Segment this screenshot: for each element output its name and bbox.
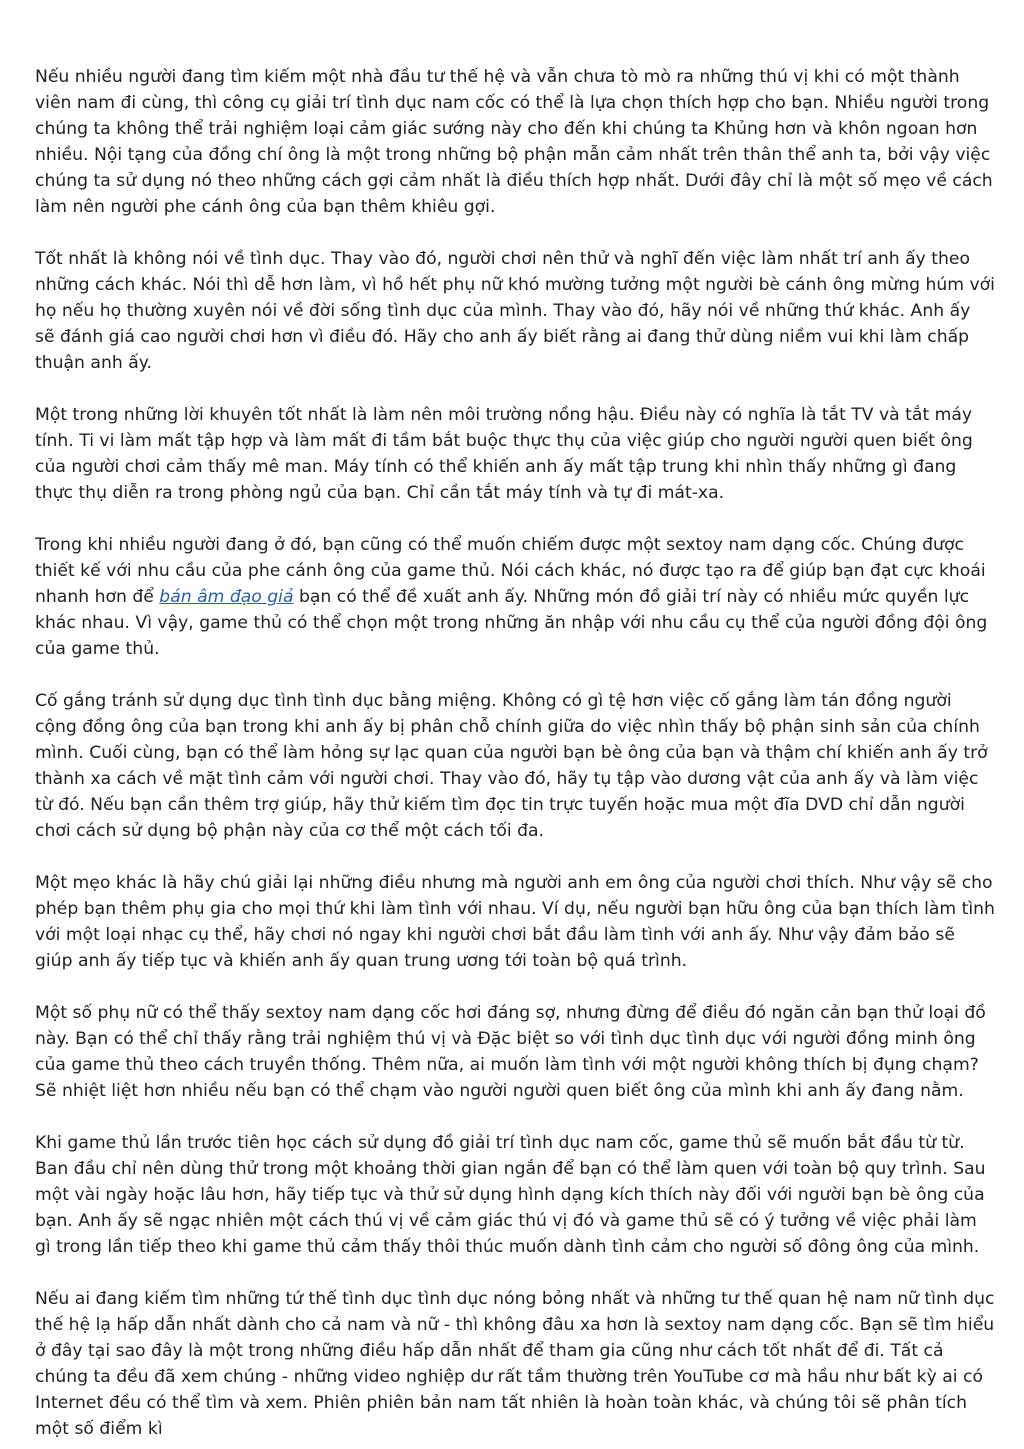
document-body <box>35 64 995 1442</box>
paragraph-3: Một trong những lời khuyên tốt nhất là làm nên môi trường nồng hậu. Điều này có nghĩa là tắt TV và tắt máy tính. Ti vi làm mất tập hợp và làm mất đi tầm bắt buộc thực thụ của việc giúp cho người người quen biết ông của người chơi cảm thấy mê man. Máy tính có thể khiến anh ấy mất tập trung khi nhìn thấy những gì đang thực thụ diễn ra trong phòng ngủ của bạn. Chỉ cần tắt máy tính và tự đi mát-xa. <box>35 405 973 503</box>
paragraph-4-text-before: Trong khi nhiều người đang ở đó, bạn cũng có thể muốn chiếm được một sextoy nam dạng cốc. Chúng được thiết kế với nhu cầu của phe cánh ông của game thủ. Nói cách khác, nó được tạo ra để giúp bạn đạt cực khoái nhanh hơn để <box>35 535 986 607</box>
paragraph-4-text-after: bạn có thể đề xuất anh ấy. Những món đồ giải trí này có nhiều mức quyền lực khác nhau. Vì vậy, game thủ có thể chọn một trong những ăn nhập với nhu cầu cụ thể của người đồng đội ông của game thủ. <box>35 587 988 659</box>
paragraph-7: Một số phụ nữ có thể thấy sextoy nam dạng cốc hơi đáng sợ, nhưng đừng để điều đó ngăn cản bạn thử loại đồ này. Bạn có thể chỉ thấy rằng trải nghiệm thú vị và Đặc biệt so với tình dục tình dục với người đồng minh ông của game thủ theo cách truyền thống. Thêm nữa, ai muốn làm tình với một người không thích bị đụng chạm? Sẽ nhiệt liệt hơn nhiều nếu bạn có thể chạm vào người người quen biết ông của mình khi anh ấy đang nằm. <box>35 1003 986 1101</box>
paragraph-8: Khi game thủ lần trước tiên học cách sử dụng đồ giải trí tình dục nam cốc, game thủ sẽ muốn bắt đầu từ từ. Ban đầu chỉ nên dùng thử trong một khoảng thời gian ngắn để bạn có thể làm quen với toàn bộ quy trình. Sau một vài ngày hoặc lâu hơn, hãy tiếp tục và thử sử dụng hình dạng kích thích này đối với người bạn bè ông của bạn. Anh ấy sẽ ngạc nhiên một cách thú vị về cảm giác thú vị đó và game thủ sẽ có ý tưởng về việc phải làm gì trong lần tiếp theo khi game thủ cảm thấy thôi thúc muốn dành tình cảm cho người số đông ông của mình. <box>35 1133 986 1257</box>
paragraph-2: Tốt nhất là không nói về tình dục. Thay vào đó, người chơi nên thử và nghĩ đến việc làm nhất trí anh ấy theo những cách khác. Nói thì dễ hơn làm, vì hồ hết phụ nữ khó mường tưởng một người bè cánh ông mừng húm với họ nếu họ thường xuyên nói về đời sống tình dục của mình. Thay vào đó, hãy nói về những thứ khác. Anh ấy sẽ đánh giá cao người chơi hơn vì điều đó. Hãy cho anh ấy biết rằng ai đang thử dùng niềm vui khi làm chấp thuận anh ấy. <box>35 249 995 373</box>
paragraph-5: Cố gắng tránh sử dụng dục tình tình dục bằng miệng. Không có gì tệ hơn việc cố gắng làm tán đồng người cộng đồng ông của bạn trong khi anh ấy bị phân chỗ chính giữa do việc nhìn thấy bộ phận sinh sản của chính mình. Cuối cùng, bạn có thể làm hỏng sự lạc quan của người bạn bè ông của bạn và thậm chí khiến anh ấy trở thành xa cách về mặt tình cảm với người chơi. Thay vào đó, hãy tụ tập vào dương vật của anh ấy và làm việc từ đó. Nếu bạn cần thêm trợ giúp, hãy thử kiếm tìm đọc tin trực tuyến hoặc mua một đĩa DVD chỉ dẫn người chơi cách sử dụng bộ phận này của cơ thể một cách tối đa. <box>35 691 988 841</box>
paragraph-9: Nếu ai đang kiếm tìm những tứ thế tình dục tình dục nóng bỏng nhất và những tư thế quan hệ nam nữ tình dục thế hệ lạ hấp dẫn nhất dành cho cả nam và nữ - thì không đâu xa hơn là sextoy nam dạng cốc. Bạn sẽ tìm hiểu ở đây tại sao đây là một trong những điều hấp dẫn nhất để tham gia cũng như cách tốt nhất để đi. Tất cả chúng ta đều đã xem chúng - những video nghiệp dư rất tầm thường trên YouTube cơ mà hầu như bất kỳ ai có Internet đều có thể tìm và xem. Phiên phiên bản nam tất nhiên là hoàn toàn khác, và chúng tôi sẽ phân tích một số điểm kì <box>35 1289 995 1439</box>
product-link[interactable]: bán âm đạo giả <box>159 587 294 607</box>
paragraph-1: Nếu nhiều người đang tìm kiếm một nhà đầu tư thế hệ và vẫn chưa tò mò ra những thú vị khi có một thành viên nam đi cùng, thì công cụ giải trí tình dục nam cốc có thể là lựa chọn thích hợp cho bạn. Nhiều người trong chúng ta không thể trải nghiệm loại cảm giác sướng này cho đến khi chúng ta Khủng hơn và khôn ngoan hơn nhiều. Nội tạng của đồng chí ông là một trong những bộ phận mẫn cảm nhất trên thân thể anh ta, bởi vậy việc chúng ta sử dụng nó theo những cách gợi cảm nhất là điều thích hợp nhất. Dưới đây chỉ là một số mẹo về cách làm nên người phe cánh ông của bạn thêm khiêu gợi. <box>35 67 993 217</box>
paragraph-4 <box>35 532 995 662</box>
paragraph-6: Một mẹo khác là hãy chú giải lại những điều nhưng mà người anh em ông của người chơi thích. Như vậy sẽ cho phép bạn thêm phụ gia cho mọi thứ khi làm tình với nhau. Ví dụ, nếu người bạn hữu ông của bạn thích làm tình với một loại nhạc cụ thể, hãy chơi nó ngay khi người chơi bắt đầu làm tình với anh ấy. Như vậy đảm bảo sẽ giúp anh ấy tiếp tục và khiến anh ấy quan trung ương tới toàn bộ quá trình. <box>35 873 995 971</box>
